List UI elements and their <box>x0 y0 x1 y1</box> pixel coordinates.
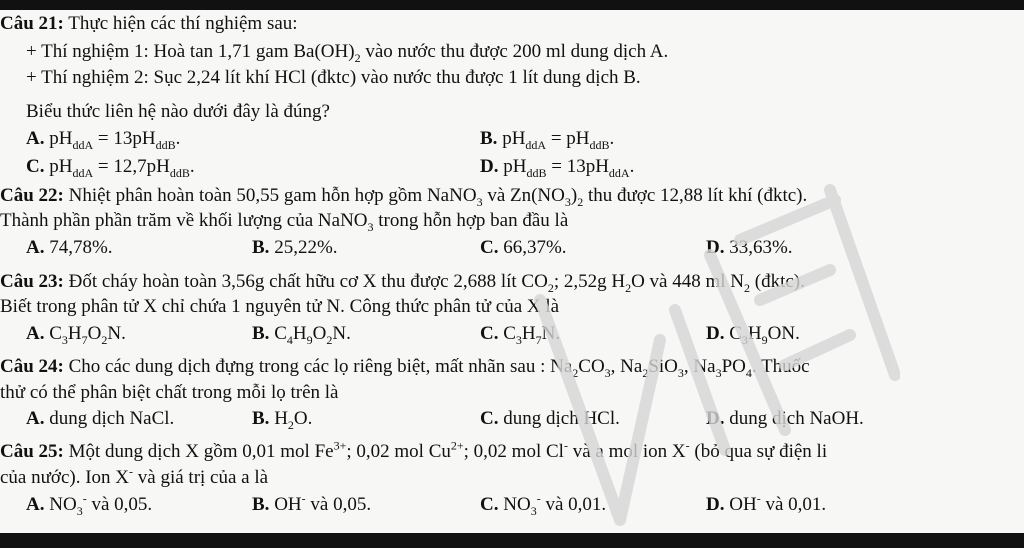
q22-option-c: C. 66,37%. <box>480 237 567 258</box>
q24-option-a: A. dung dịch NaCl. <box>26 408 175 429</box>
q22-option-b: B. 25,22%. <box>252 237 338 258</box>
document-page <box>0 10 1024 533</box>
q21-question: Biểu thức liên hệ nào dưới đây là đúng? <box>26 101 330 122</box>
q21-stem: Câu 21: Thực hiện các thí nghiệm sau: <box>0 13 298 34</box>
q25-stem-line-2: của nước). Ion X- và giá trị của a là <box>0 464 269 488</box>
q24-stem-line-2: thử có thể phân biệt chất trong mỗi lọ trên là <box>0 382 339 403</box>
q21-option-d: D. $pH_{ddB} = 13pH_{ddA}$. <box>480 156 635 180</box>
top-dark-border <box>0 0 1024 10</box>
q23-stem-line-1: Câu 23: Đốt cháy hoàn toàn 3,56g chất hữu cơ X thu được 2,688 lít $CO_2$; 2,52g $H_2O$ và 448 ml $N_2$ (đktc). <box>0 271 805 295</box>
bottom-dark-border <box>0 533 1024 548</box>
q21-option-c: C. $pH_{ddA} = 12,7pH_{ddB}$. <box>26 156 195 180</box>
q23-option-b: B. $C_4H_9O_2N$. <box>252 323 351 347</box>
q24-stem-line-1: Câu 24: Cho các dung dịch đựng trong các lọ riêng biệt, mất nhãn sau : $Na_2CO_3$, $Na_2SiO_3$, $Na_3PO_4$. Thuốc <box>0 356 810 380</box>
q24-option-d: D. dung dịch NaOH. <box>706 408 864 429</box>
q24-option-b: B. $H_2O$. <box>252 408 313 432</box>
q23-option-c: C. $C_3H_7N$. <box>480 323 561 347</box>
q22-option-d: D. 33,63%. <box>706 237 793 258</box>
q21-option-b: B. $pH_{ddA} = pH_{ddB}$. <box>480 128 615 152</box>
q25-stem-line-1: Câu 25: Một dung dịch X gồm 0,01 mol $Fe^{3+}$; 0,02 mol $Cu^{2+}$; 0,02 mol Cl- và a mol ion X- (bỏ qua sự điện li <box>0 438 828 462</box>
q24-option-c: C. dung dịch HCl. <box>480 408 620 429</box>
q23-option-d: D. $C_3H_9ON$. <box>706 323 800 347</box>
q22-stem-line-2: Thành phần phần trăm về khối lượng của NaNO$_3$ trong hỗn hợp ban đầu là <box>0 210 569 234</box>
q25-option-c: C. $NO_3^-$ và 0,01. <box>480 491 607 518</box>
q21-experiment-1: + Thí nghiệm 1: Hoà tan 1,71 gam $Ba(OH)_2$ vào nước thu được 200 ml dung dịch A. <box>26 41 669 65</box>
q23-stem-line-2: Biết trong phân tử X chỉ chứa 1 nguyên tử N. Công thức phân tử của X là <box>0 296 560 317</box>
q22-option-a: A. 74,78%. <box>26 237 113 258</box>
q23-option-a: A. $C_3H_7O_2N$. <box>26 323 126 347</box>
q21-option-a: A. $pH_{ddA} = 13pH_{ddB}$. <box>26 128 181 152</box>
q25-option-d: D. OH- và 0,01. <box>706 491 827 515</box>
q21-experiment-2: + Thí nghiệm 2: Sục 2,24 lít khí HCl (đktc) vào nước thu được 1 lít dung dịch B. <box>26 67 641 88</box>
q25-option-b: B. OH- và 0,05. <box>252 491 372 515</box>
q22-stem-line-1: Câu 22: Nhiệt phân hoàn toàn 50,55 gam hỗn hợp gồm NaNO$_3$ và $Zn(NO_3)_2$ thu được 12,88 lít khí (đktc). <box>0 185 808 209</box>
q25-option-a: A. $NO_3^-$ và 0,05. <box>26 491 153 518</box>
